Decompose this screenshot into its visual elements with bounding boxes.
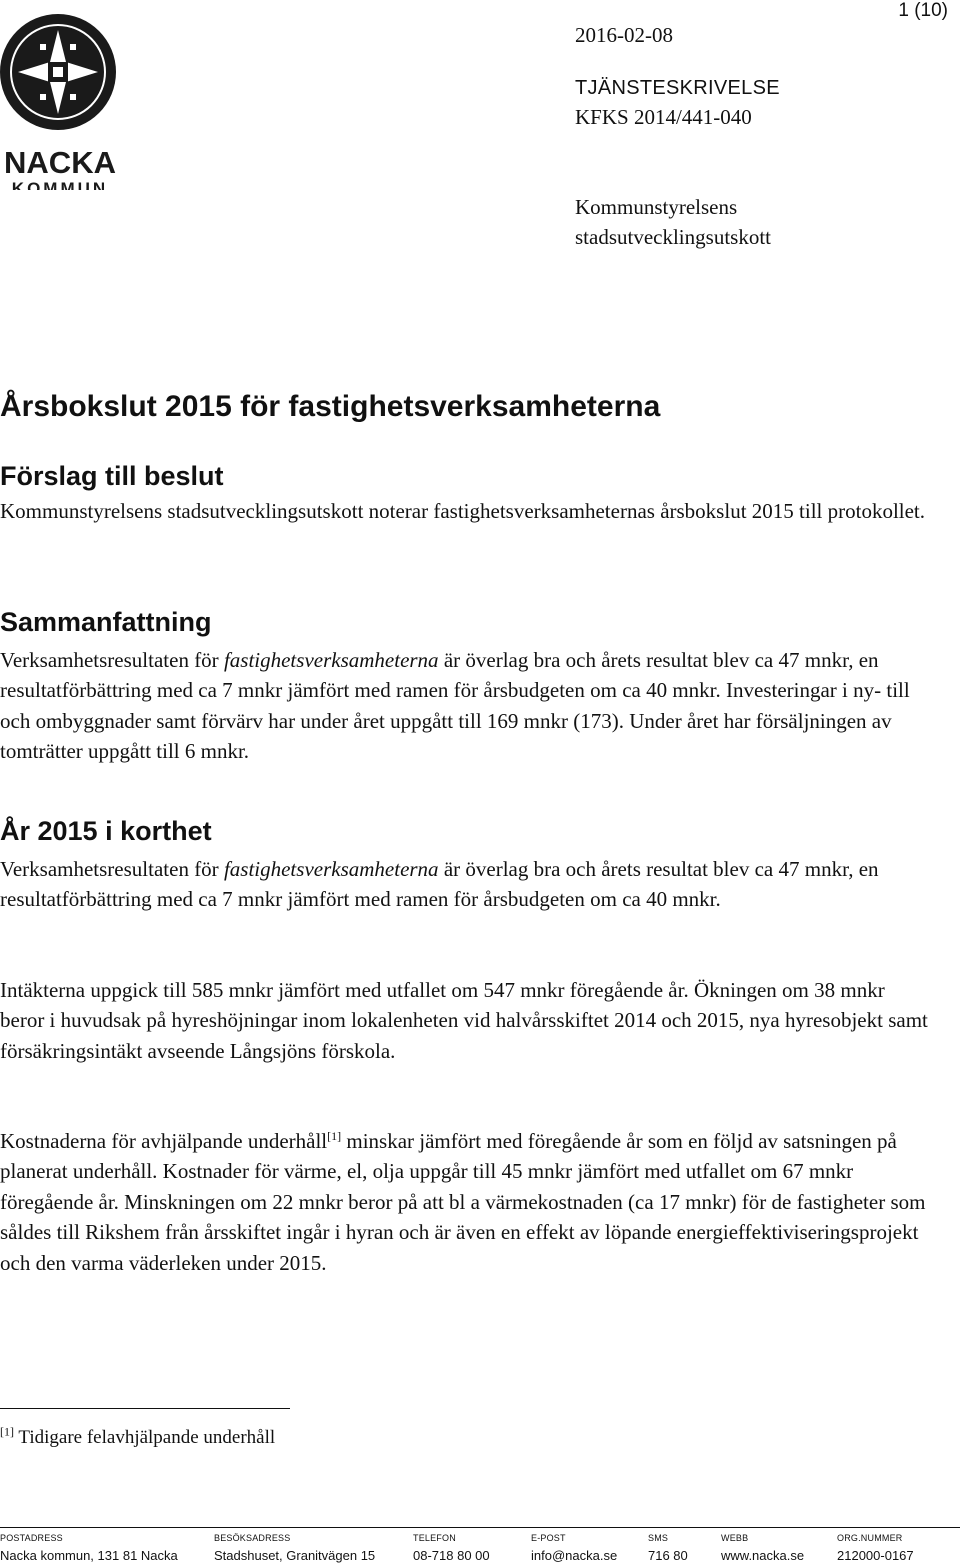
- proposal-heading: Förslag till beslut: [0, 461, 224, 491]
- nacka-emblem-icon: [0, 10, 122, 190]
- footer-email[interactable]: E-POST info@nacka.se: [531, 1533, 618, 1563]
- document-date: 2016-02-08: [575, 23, 673, 47]
- document-type: TJÄNSTESKRIVELSE: [575, 77, 780, 99]
- summary-paragraph: Verksamhetsresultaten för fastighetsverksamheterna är överlag bra och årets resultat blev ca 47 mnkr, en resultatförbättring med ca 7 mnkr jämfört med ramen för årsbudgeten om ca 40 mnkr. Investeringar i ny- till och ombyggnader samt förvärv har under året uppgått till 169 mnkr (173). Under året har försäljningen av tomträtter uppgått till 6 mnkr.: [0, 648, 910, 764]
- footer-org-number: ORG.NUMMER 212000-0167: [837, 1533, 914, 1563]
- document-reference: KFKS 2014/441-040: [575, 105, 752, 129]
- year-paragraph-3: Kostnaderna för avhjälpande underhåll[1] minskar jämfört med föregående år som en följd av satsningen på planerat underhåll. Kostnader för värme, el, olja uppgår till 45 mnkr jämfört med utfallet om 67 mnkr föregående år. Minskningen om 22 mnkr beror på att bl a värmekostnaden (ca 17 mnkr) för de fastigheter som såldes till Rikshem från årsskiftet ingår i hyran och är även en effekt av löpande energieffektiviseringsprojekt och den varma väderleken under 2015.: [0, 1129, 926, 1275]
- footer-divider: [0, 1527, 960, 1528]
- footnote: [1] Tidigare felavhjälpande underhåll: [0, 1424, 276, 1448]
- page-title: Årsbokslut 2015 för fastighetsverksamheterna: [0, 390, 661, 423]
- footnote-divider: [0, 1408, 290, 1409]
- footer-visiting-address: BESÖKSADRESS Stadshuset, Granitvägen 15: [214, 1533, 376, 1563]
- year-paragraph-1: Verksamhetsresultaten för fastighetsverksamheterna är överlag bra och årets resultat blev ca 47 mnkr, en resultatförbättring med ca 7 mnkr jämfört med ramen för årsbudgeten om ca 40 mnkr.: [0, 857, 879, 912]
- footer-web[interactable]: WEBB www.nacka.se: [721, 1533, 805, 1563]
- proposal-text: Kommunstyrelsens stadsutvecklingsutskott noterar fastighetsverksamheternas årsbokslut 2015 till protokollet.: [0, 499, 926, 523]
- recipient-line-2: stadsutvecklingsutskott: [575, 225, 771, 249]
- svg-text:KOMMUN: KOMMUN: [11, 179, 109, 190]
- footer-phone: TELEFON 08-718 80 00: [413, 1533, 490, 1563]
- nacka-kommun-logo: [0, 10, 122, 190]
- footnote-reference[interactable]: [1]: [327, 1129, 342, 1143]
- svg-text:NACKA: NACKA: [4, 145, 116, 180]
- footer-sms: SMS 716 80: [648, 1533, 688, 1563]
- footer-postal-address: POSTADRESS Nacka kommun, 131 81 Nacka: [0, 1533, 178, 1563]
- summary-heading: Sammanfattning: [0, 607, 212, 637]
- year-heading: År 2015 i korthet: [0, 816, 212, 846]
- recipient-line-1: Kommunstyrelsens: [575, 195, 738, 219]
- year-paragraph-2: Intäkterna uppgick till 585 mnkr jämfört med utfallet om 547 mnkr föregående år. Ökningen om 38 mnkr beror i huvudsak på hyreshöjningar inom lokalenheten vid halvårsskiftet 2014 och 2015, nya hyresobjekt samt försäkringsintäkt avseende Långsjöns förskola.: [0, 978, 928, 1063]
- page-number: 1 (10): [898, 0, 948, 21]
